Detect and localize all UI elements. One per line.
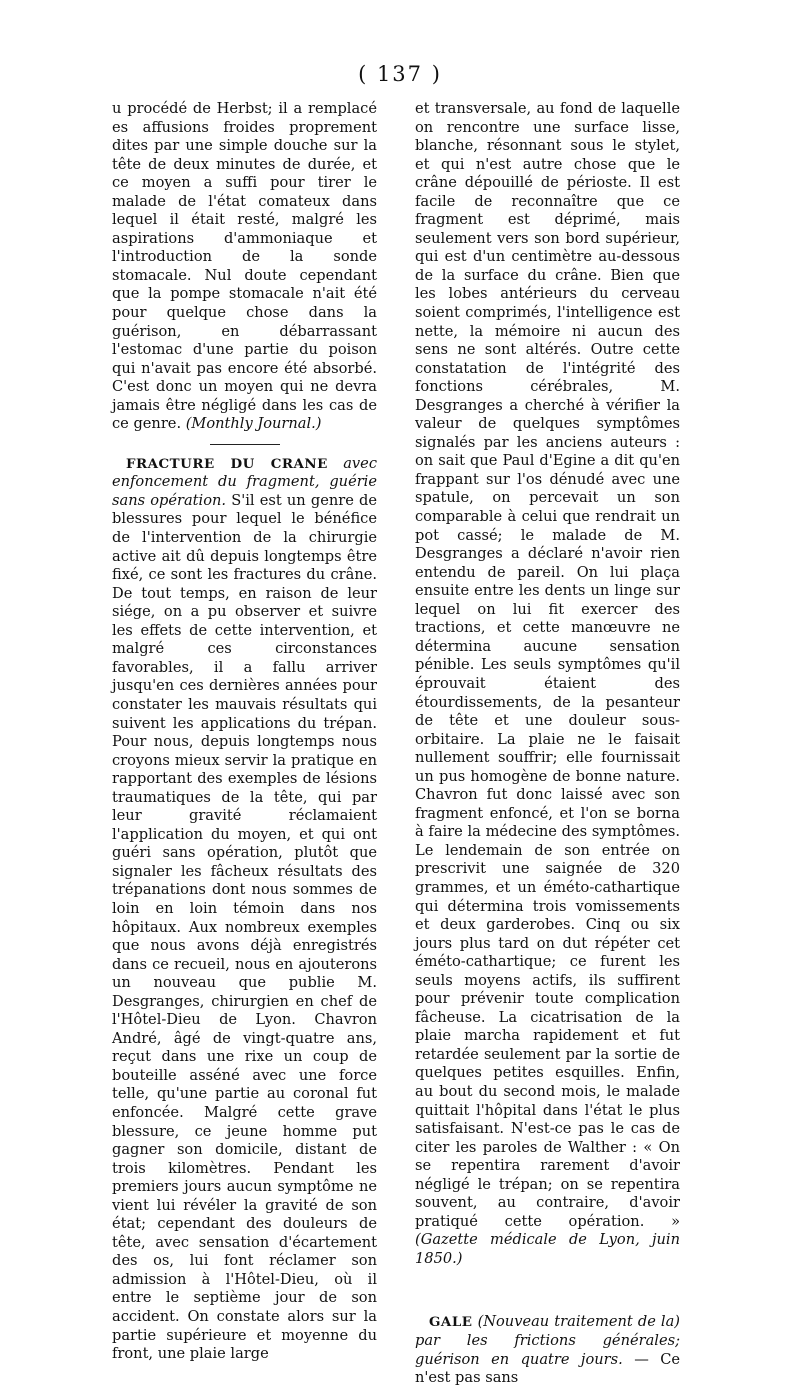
section-divider xyxy=(210,444,280,445)
article-heading-gale: GALE xyxy=(429,1314,473,1331)
source-monthly-journal: (Monthly Journal.) xyxy=(185,415,322,433)
source-gazette-medicale: (Gazette médicale de Lyon, juin 1850.) xyxy=(415,1231,680,1267)
article-heading: FRACTURE DU CRANE xyxy=(126,455,328,472)
article-body-gale: — Ce n'est pas sans xyxy=(415,1350,681,1387)
paragraph-herbst xyxy=(112,100,377,434)
article-subtitle-gale: (Nouveau traitement de la) par les frictions générales; guérison en quatre jours. xyxy=(415,1313,680,1368)
right-column xyxy=(415,100,680,1388)
paragraph-herbst-text: u procédé de Herbst; il a remplacé es affusions froides proprement dites par une simple douche sur la tête de deux minutes de durée, et ce moyen a suffi pour tirer le malade de l'état comateux dans lequel il était resté, malgré les aspirations d'ammoniaque et l'introduction de la sonde stomacale. Nul doute cependant que la pompe stomacale n'ait été pour quelque chose dans la guérison, en débarrassant l'estomac d'une partie du poison qui n'avait pas encore été absorbé. C'est donc un moyen qui ne devra jamais être négligé dans les cas de ce genre. xyxy=(112,100,377,433)
article-body: S'il est un genre de blessures pour lequel le bénéfice de l'intervention de la chirurgie active ait dû depuis longtemps être fixé, ce sont les fractures du crâne. De tout temps, en raison de leur siége, on a pu observer et suivre les effets de cette intervention, et malgré ces circonstances favorables, il a fallu arriver jusqu'en ces dernières années pour constater les mauvais résultats qui suivent les applications du trépan. Pour nous, depuis longtemps nous croyons mieux servir la pratique en rapportant des exemples de lésions traumatiques de la tête, qui par leur gravité réclamaient l'application du moyen, et qui ont guéri sans opération, plutôt que signaler les fâcheux résultats des trépanations dont nous sommes de loin en loin témoin dans nos hôpitaux. Aux nombreux exemples que nous avons déjà enregistrés dans ce recueil, nous en ajouterons un nouveau que publie M. Desgranges, chirurgien en chef de l'Hôtel-Dieu de Lyon. Chavron André, âgé de vingt-quatre ans, reçut dans une rixe un coup de bouteille asséné avec une force telle, qu'une partie au coronal fut enfoncée. Malgré cette grave blessure, ce jeune homme put gagner son domicile, distant de trois kilomètres. Pendant les premiers jours aucun symptôme ne vient lui révéler la gravité de son état; cependant des douleurs de tête, avec sensation d'écartement des os, lui font réclamer son admission à l'Hôtel-Dieu, où il entre le septième jour de son accident. On constate alors sur la partie supérieure et moyenne du front, une plaie large xyxy=(112,491,377,1363)
article-skull-fracture xyxy=(112,455,377,1364)
page-number: ( 137 ) xyxy=(358,62,442,86)
paragraph-continuation xyxy=(415,100,680,1268)
article-subtitle: avec enfoncement du fragment, guérie sans opération. xyxy=(112,454,377,509)
article-gale xyxy=(415,1313,680,1387)
left-column xyxy=(112,100,377,1364)
continuation-text: et transversale, au fond de laquelle on rencontre une surface lisse, blanche, résonnant sous le stylet, et qui n'est autre chose que le crâne dépouillé de périoste. Il est facile de reconnaître que ce fragment est déprimé, mais seulement vers son bord supérieur, qui est d'un centimètre au-dessous de la surface du crâne. Bien que les lobes antérieurs du cerveau soient comprimés, l'intelligence est nette, la mémoire ni aucun des sens ne sont altérés. Outre cette constatation de l'intégrité des fonctions cérébrales, M. Desgranges a cherché à vérifier la valeur de quelques symptômes signalés par les anciens auteurs : on sait que Paul d'Egine a dit qu'en frappant sur l'os dénudé avec une spatule, on percevait un son comparable à celui que rendrait un pot cassé; le malade de M. Desgranges a déclaré n'avoir rien entendu de pareil. On lui plaça ensuite entre les dents un linge sur lequel on lui fit exercer des tractions, et cette manœuvre ne détermina aucune sensation pénible. Les seuls symptômes qu'il éprouvait étaient des étourdissements, de la pesanteur de tête et une douleur sous-orbitaire. La plaie ne le faisait nullement souffrir; elle fournissait un pus homogène de bonne nature. Chavron fut donc laissé avec son fragment enfoncé, et l'on se borna à faire la médecine des symptômes. Le lendemain de son entrée on prescrivit une saignée de 320 grammes, et un éméto-cathartique qui détermina trois vomissements et deux garderobes. Cinq ou six jours plus tard on dut répéter cet éméto-cathartique; ce furent les seuls moyens actifs, ils suffirent pour prévenir toute complication fâcheuse. La cicatrisation de la plaie marcha rapidement et fut retardée seulement par la sortie de quelques petites esquilles. Enfin, au bout du second mois, le malade quittait l'hôpital dans l'état le plus satisfaisant. N'est-ce pas le cas de citer les paroles de Walther : « On se repentira rarement d'avoir négligé le trépan; on se repentira souvent, au contraire, d'avoir pratiqué cette opération. » xyxy=(415,100,680,1230)
